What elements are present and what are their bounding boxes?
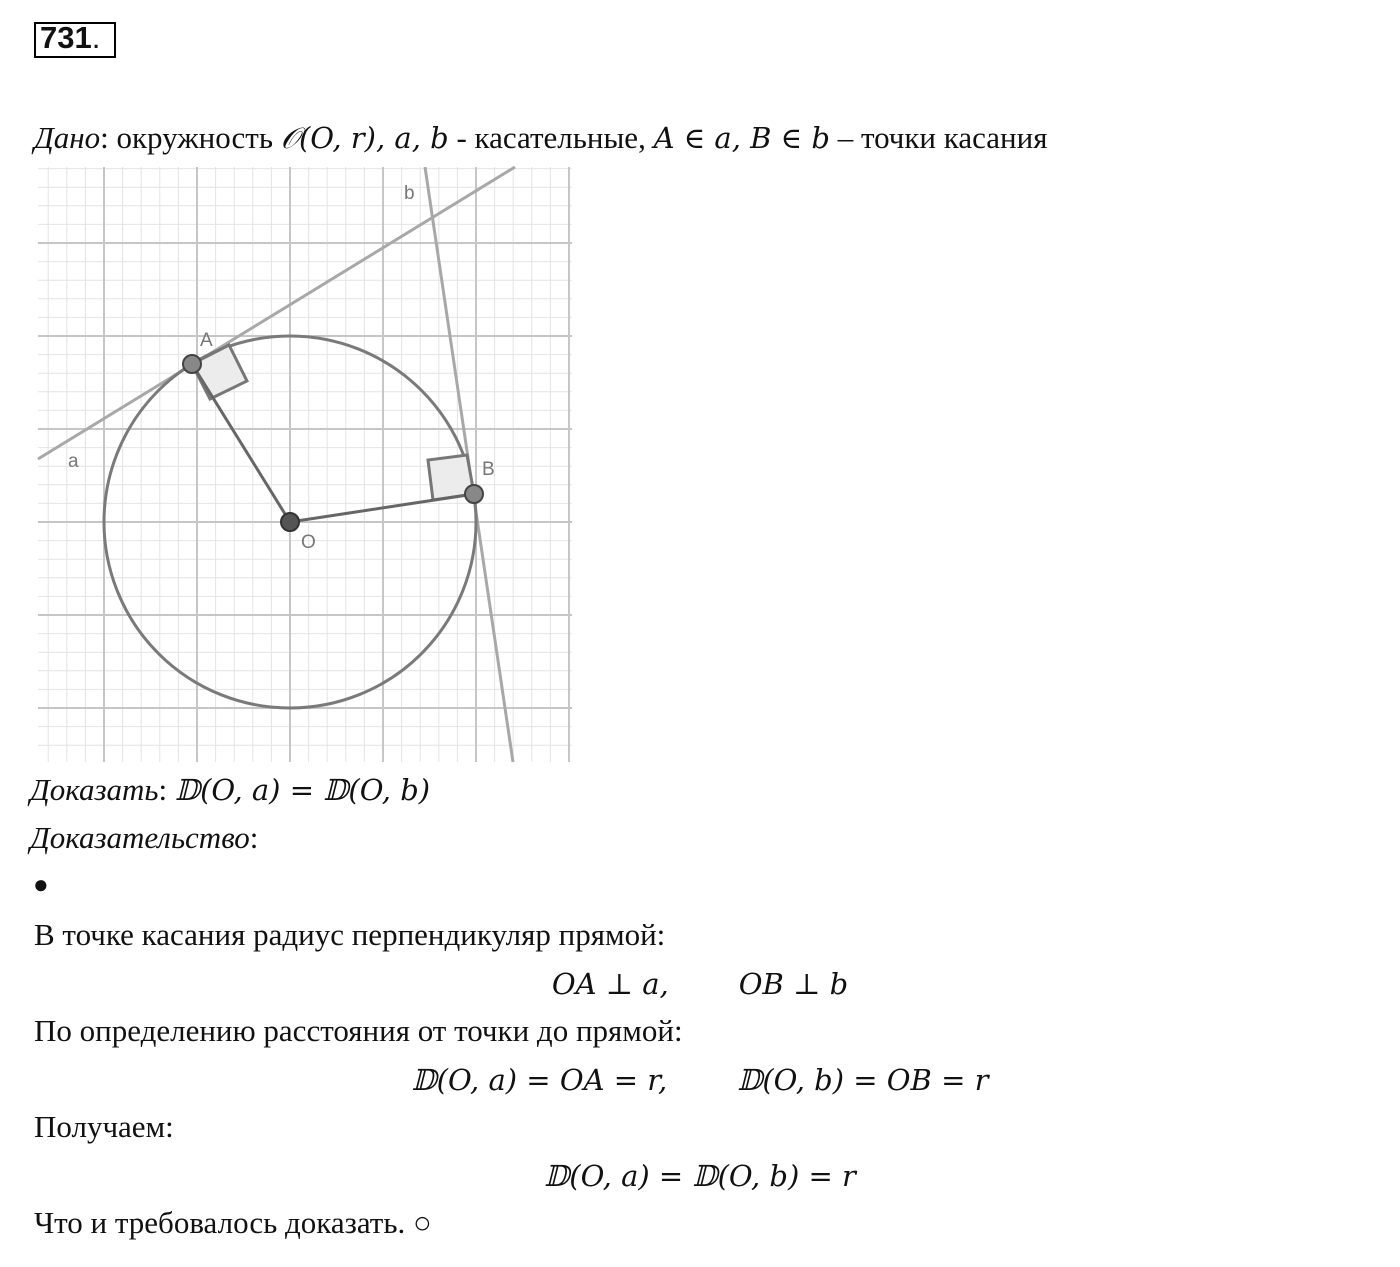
label-point-A: A: [200, 330, 213, 351]
step1-math-b: OB ⊥ b: [738, 967, 849, 1001]
point-B: [465, 485, 483, 503]
proof-label: Доказательство: [30, 820, 250, 855]
given-label: Дано: [34, 120, 101, 155]
step3-text: Получаем:: [34, 1109, 174, 1144]
step3-math: [0, 1158, 1400, 1194]
given-math-points: A ∈ a, B ∈ b: [653, 121, 830, 155]
label-point-O: O: [301, 532, 316, 553]
proof-header: Доказательство:: [30, 820, 259, 855]
point-A: [183, 355, 201, 373]
label-line-a: a: [68, 451, 79, 472]
label-point-B: B: [482, 459, 495, 480]
label-line-b: b: [404, 183, 415, 204]
step3-math-value: 𝔻(O, a) = 𝔻(O, b) = r: [544, 1159, 856, 1193]
bullet: ●: [33, 870, 49, 899]
point-O: [281, 513, 299, 531]
step2-math: [0, 1062, 1400, 1098]
right-angle-mark-A: [192, 345, 247, 399]
given-line: Дано: окружность 𝒪(O, r), a, b - касательные, A ∈ a, B ∈ b – точки касания: [34, 120, 1048, 155]
step2-math-b: 𝔻(O, b) = OB = r: [737, 1063, 989, 1097]
step2-math-a: 𝔻(O, a) = OA = r,: [411, 1063, 668, 1097]
figure: [38, 167, 515, 762]
step1-math: [0, 966, 1400, 1002]
radius-OA: [192, 364, 290, 522]
prove-label: Доказать: [30, 772, 159, 807]
given-math-circle: 𝒪(O, r), a, b: [280, 121, 449, 155]
prove-line: Доказать: 𝔻(O, a) = 𝔻(O, b): [30, 772, 431, 807]
step2-text: По определению расстояния от точки до прямой:: [34, 1013, 683, 1048]
step1-text: В точке касания радиус перпендикуляр прямой:: [34, 917, 666, 952]
prove-math: 𝔻(O, a) = 𝔻(O, b): [174, 773, 431, 807]
problem-number: 731.: [40, 20, 101, 55]
step4-conclusion: Что и требовалось доказать. ○: [34, 1205, 432, 1240]
step1-math-a: OA ⊥ a,: [551, 967, 669, 1001]
